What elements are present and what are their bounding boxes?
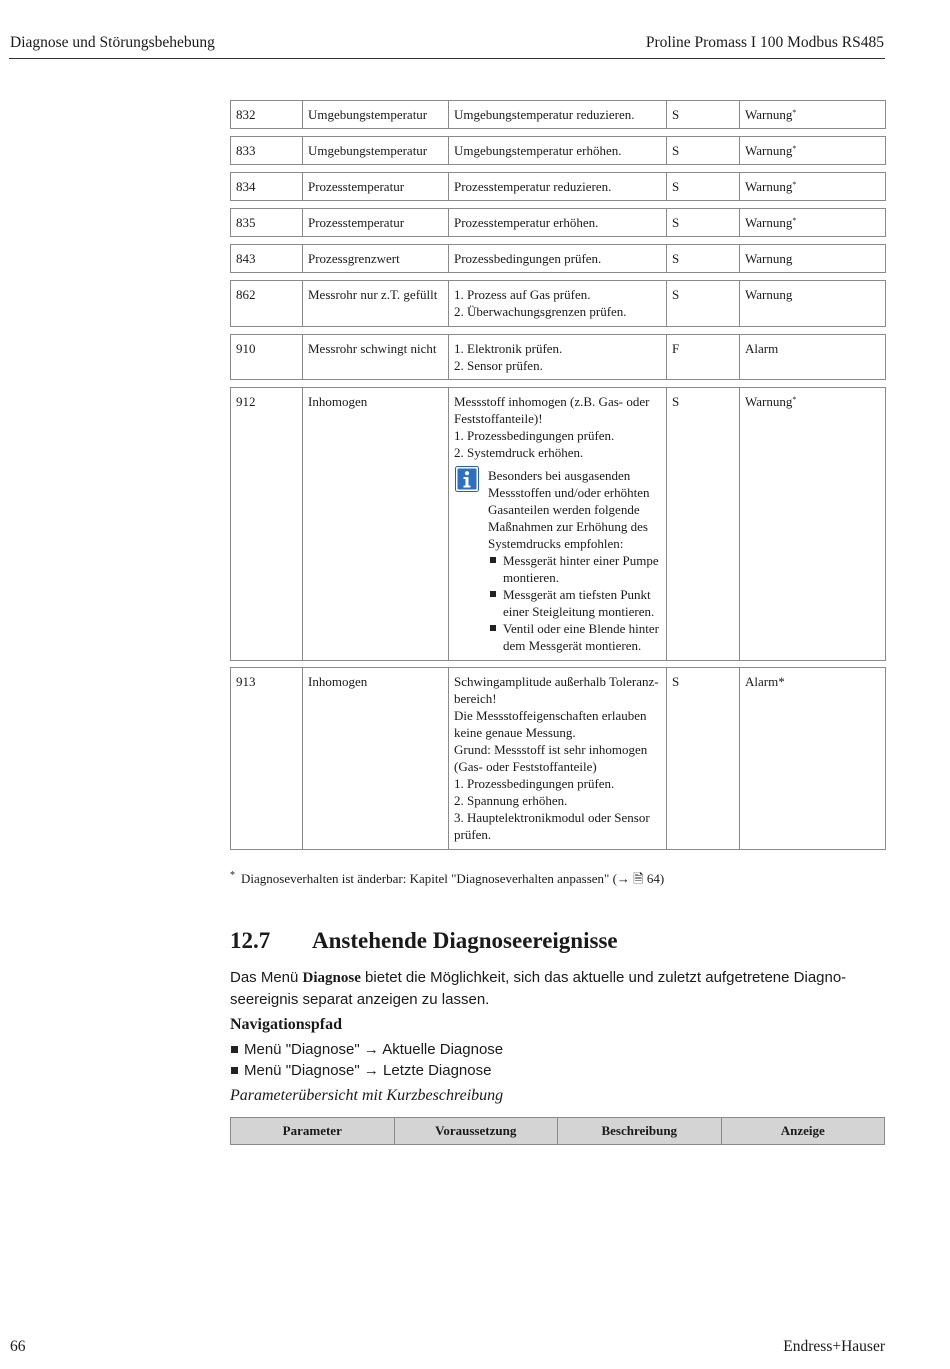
remedy-line: 1. Prozessbedingungen prüfen. <box>454 428 615 443</box>
intro-text-end: bietet die Möglichkeit, sich das aktuelle und zuletzt aufgetretene Diagno-seereignis separat anzeigen zu lassen. <box>230 969 847 1008</box>
diag-status-signal: S <box>667 137 740 165</box>
footnote-marker: * <box>792 216 797 225</box>
remedy-line: Prozesstemperatur erhöhen. <box>454 215 599 230</box>
diag-status-signal: S <box>667 245 740 273</box>
intro-menu-name: Diagnose <box>302 970 361 986</box>
diag-number: 912 <box>231 388 303 661</box>
diag-short-text: Prozesstemperatur <box>303 209 449 237</box>
info-note-bullet: Messgerät hinter einer Pumpe montieren. <box>488 552 661 586</box>
diag-behavior <box>740 281 886 327</box>
info-note-bullet: Messgerät am tiefsten Punkt einer Steigleitung montieren. <box>488 586 661 620</box>
diag-short-text: Prozesstemperatur <box>303 173 449 201</box>
diag-remedy <box>449 245 667 273</box>
diag-behavior-text: Warnung <box>745 287 793 302</box>
remedy-line: Umgebungstemperatur reduzieren. <box>454 107 635 122</box>
diag-number: 834 <box>231 173 303 201</box>
diag-behavior-text: Warnung <box>745 107 793 122</box>
remedy-line: Die Messstoffeigenschaften erlauben keine genaue Messung. <box>454 708 647 740</box>
diag-short-text: Umgebungstemperatur <box>303 101 449 129</box>
section-title: Anstehende Diagnoseereignisse <box>312 928 618 953</box>
remedy-line: 2. Spannung erhöhen. <box>454 793 568 808</box>
diag-status-signal: S <box>667 173 740 201</box>
diag-behavior-text: Warnung <box>745 179 793 194</box>
diag-remedy <box>449 335 667 380</box>
diag-short-text: Inhomogen <box>303 668 449 850</box>
diag-row <box>231 281 886 327</box>
diag-behavior <box>740 668 886 850</box>
nav-item-last: Menü "Diagnose" → Letzte Diagnose <box>230 1060 503 1081</box>
diag-behavior <box>740 335 886 380</box>
diag-status-signal: S <box>667 281 740 327</box>
diag-behavior-text: Warnung <box>745 143 793 158</box>
remedy-line: Prozessbedingungen prüfen. <box>454 251 602 266</box>
info-note-bullet: Ventil oder eine Blende hinter dem Messgerät montieren. <box>488 620 661 654</box>
diag-status-signal: S <box>667 101 740 129</box>
remedy-line: 2. Überwachungsgrenzen prüfen. <box>454 304 627 319</box>
diag-remedy <box>449 209 667 237</box>
diag-behavior <box>740 173 886 201</box>
parameter-table <box>230 1117 885 1145</box>
parameter-overview-caption: Parameterübersicht mit Kurzbeschreibung <box>230 1087 504 1104</box>
nav-item-current: Menü "Diagnose" → Aktuelle Diagnose <box>230 1039 503 1060</box>
remedy-line: 1. Prozessbedingungen prüfen. <box>454 776 615 791</box>
param-col-parameter: Parameter <box>231 1118 395 1145</box>
navigation-path-title: Navigationspfad <box>230 1016 343 1033</box>
diag-row-table <box>230 172 886 201</box>
diag-behavior <box>740 245 886 273</box>
diag-short-text: Inhomogen <box>303 388 449 661</box>
diag-behavior-text: Warnung <box>745 394 793 409</box>
diag-behavior <box>740 137 886 165</box>
page-number: 66 <box>10 1338 26 1355</box>
diag-row-table <box>230 136 886 165</box>
footnote-marker: * <box>792 144 797 153</box>
diag-row <box>231 101 886 129</box>
remedy-line: Schwingamplitude außerhalb Toleranz-bereich! <box>454 674 659 706</box>
diag-row <box>231 209 886 237</box>
footnote <box>230 870 664 892</box>
diag-number: 833 <box>231 137 303 165</box>
diag-row <box>231 245 886 273</box>
diag-behavior <box>740 209 886 237</box>
footnote-text: Diagnoseverhalten ist änderbar: Kapitel "Diagnoseverhalten anpassen" (→ 🗎 64) <box>241 871 665 886</box>
diag-number: 843 <box>231 245 303 273</box>
diag-behavior <box>740 101 886 129</box>
diag-behavior-text: Warnung <box>745 215 793 230</box>
param-col-display: Anzeige <box>721 1118 885 1145</box>
diag-status-signal: S <box>667 668 740 850</box>
diag-number: 910 <box>231 335 303 380</box>
remedy-line: 2. Systemdruck erhöhen. <box>454 445 584 460</box>
diag-short-text: Messrohr nur z.T. gefüllt <box>303 281 449 327</box>
remedy-line: Prozesstemperatur reduzieren. <box>454 179 612 194</box>
footnote-marker: * <box>792 180 797 189</box>
diag-short-text: Prozessgrenzwert <box>303 245 449 273</box>
diag-remedy <box>449 388 667 661</box>
diag-behavior-text: Alarm <box>745 341 779 356</box>
diag-row <box>231 173 886 201</box>
diag-status-signal: F <box>667 335 740 380</box>
param-col-prerequisite: Voraussetzung <box>394 1118 558 1145</box>
remedy-line: 1. Elektronik prüfen. <box>454 341 563 356</box>
diag-number: 913 <box>231 668 303 850</box>
info-icon <box>454 466 480 492</box>
param-col-description: Beschreibung <box>558 1118 722 1145</box>
diag-number: 835 <box>231 209 303 237</box>
diag-behavior-text: Warnung <box>745 251 793 266</box>
diag-status-signal: S <box>667 388 740 661</box>
remedy-line: 1. Prozess auf Gas prüfen. <box>454 287 591 302</box>
diag-remedy <box>449 173 667 201</box>
remedy-line: 2. Sensor prüfen. <box>454 358 543 373</box>
remedy-line: 3. Hauptelektronikmodul oder Sensor prüfen. <box>454 810 650 842</box>
navigation-path-list <box>230 1039 503 1081</box>
diag-status-signal: S <box>667 209 740 237</box>
remedy-line: Messstoff inhomogen (z.B. Gas- oder Feststoffanteile)! <box>454 394 650 426</box>
section-heading <box>230 928 618 954</box>
diag-remedy <box>449 137 667 165</box>
diag-row-table <box>230 387 886 661</box>
diag-number: 862 <box>231 281 303 327</box>
diag-row <box>231 335 886 380</box>
section-intro <box>230 967 880 1010</box>
diag-row-table <box>230 667 886 850</box>
remedy-line: Umgebungstemperatur erhöhen. <box>454 143 622 158</box>
running-header-chapter: Diagnose und Störungsbehebung <box>10 34 215 51</box>
brand-name: Endress+Hauser <box>783 1338 885 1355</box>
diag-short-text: Messrohr schwingt nicht <box>303 335 449 380</box>
diag-row <box>231 388 886 661</box>
diag-number: 832 <box>231 101 303 129</box>
diag-behavior-text: Alarm* <box>745 674 785 689</box>
remedy-line: Grund: Messstoff ist sehr inhomogen (Gas- oder Feststoffanteile) <box>454 742 648 774</box>
diag-remedy <box>449 101 667 129</box>
diag-row <box>231 137 886 165</box>
diag-row-table <box>230 244 886 273</box>
diag-remedy <box>449 281 667 327</box>
footnote-marker: * <box>792 108 797 117</box>
info-note-body <box>488 467 661 654</box>
section-number: 12.7 <box>230 928 271 953</box>
diag-remedy <box>449 668 667 850</box>
info-note-text: Besonders bei ausgasenden Messstoffen und/oder erhöhten Gasanteilen werden folgende Maßnahmen zur Erhöhung des Systemdrucks empfohlen: <box>488 468 650 551</box>
footnote-star: * <box>230 870 235 881</box>
parameter-table-header <box>231 1118 885 1145</box>
footnote-marker: * <box>792 395 797 404</box>
diag-row-table <box>230 100 886 129</box>
diag-row-table <box>230 334 886 380</box>
intro-text-start: Das Menü <box>230 969 303 986</box>
diag-row-table <box>230 208 886 237</box>
diag-row-table <box>230 280 886 327</box>
diag-row <box>231 668 886 850</box>
info-note <box>454 467 661 654</box>
running-header-product: Proline Promass I 100 Modbus RS485 <box>645 34 884 51</box>
diag-short-text: Umgebungstemperatur <box>303 137 449 165</box>
header-rule <box>9 58 885 59</box>
diag-behavior <box>740 388 886 661</box>
